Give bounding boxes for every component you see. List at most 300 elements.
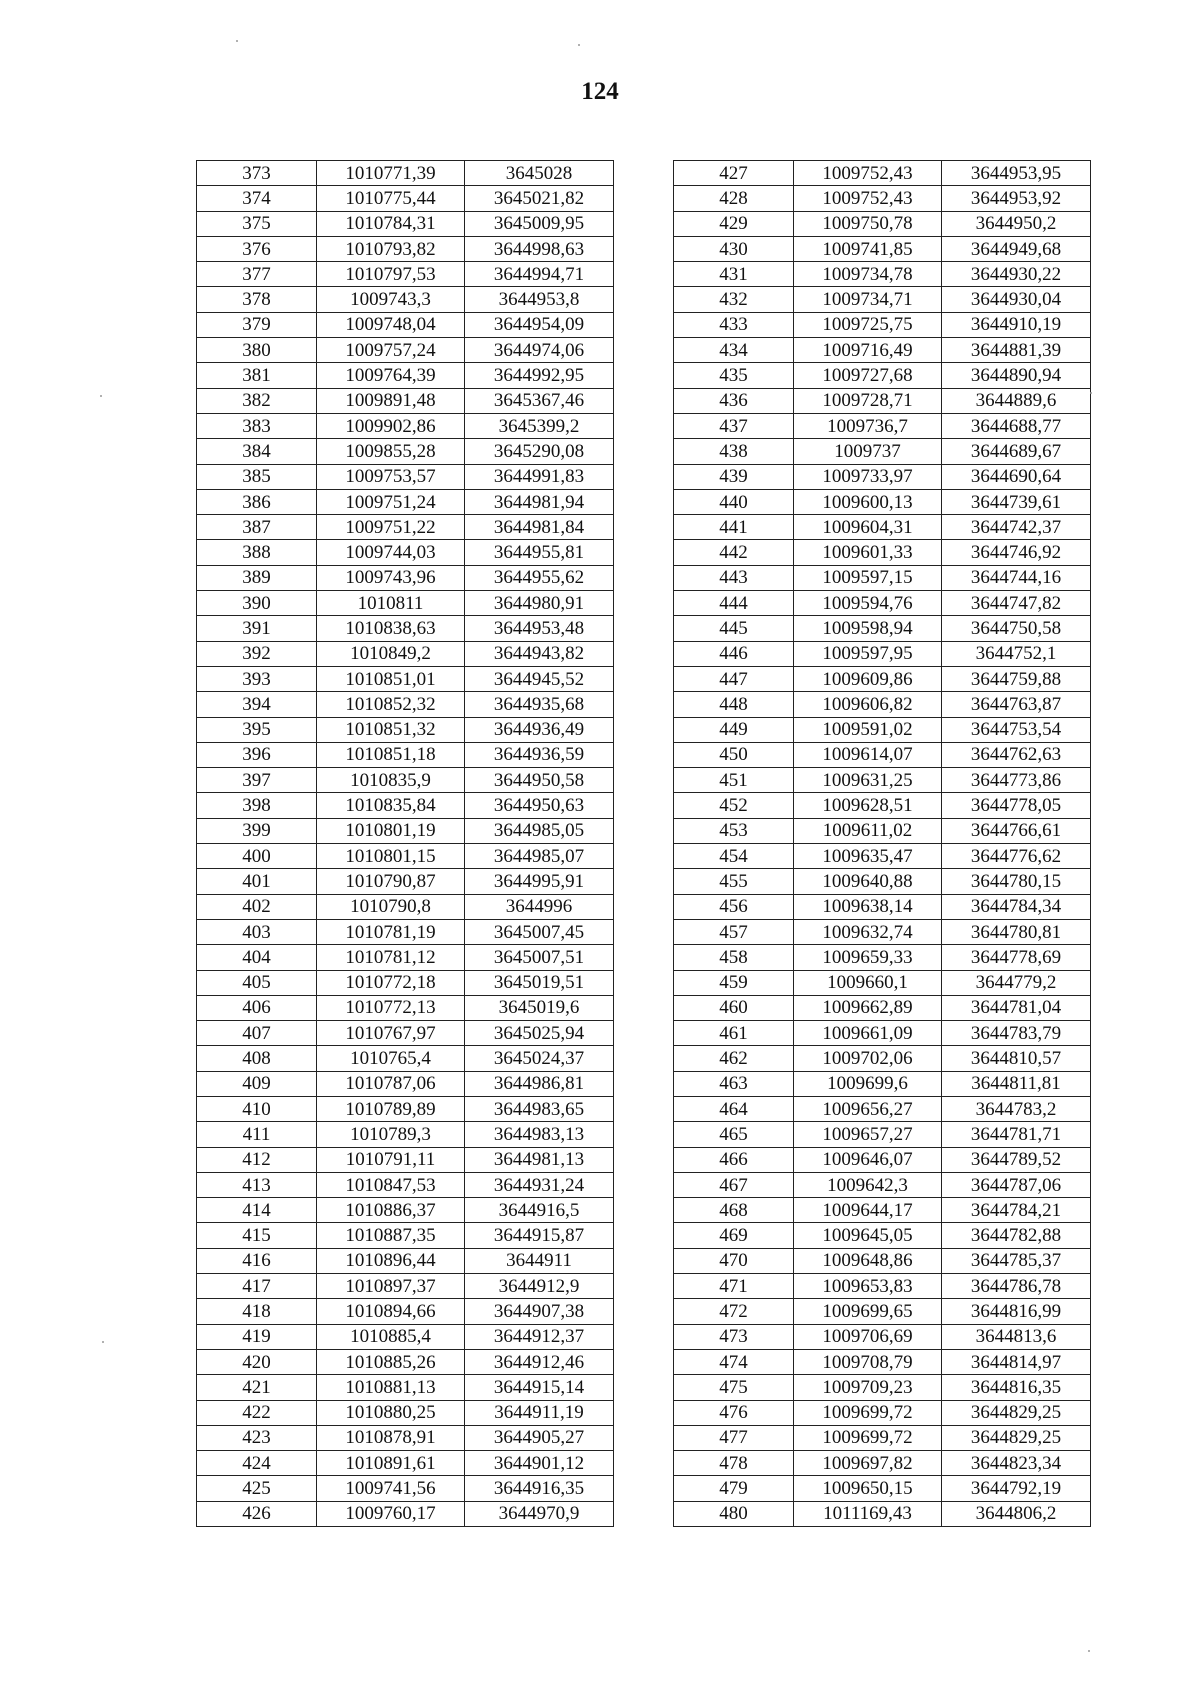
y-coordinate-cell: 3644816,35: [942, 1375, 1091, 1400]
y-coordinate-cell: 3645025,94: [465, 1021, 614, 1046]
table-row: [197, 1046, 614, 1071]
point-number-cell: 473: [674, 1324, 794, 1349]
table-row: [674, 793, 1091, 818]
point-number-cell: 427: [674, 161, 794, 186]
table-row: [674, 1046, 1091, 1071]
x-coordinate-cell: 1009638,14: [794, 894, 942, 919]
x-coordinate-cell: 1009614,07: [794, 742, 942, 767]
y-coordinate-cell: 3644780,15: [942, 869, 1091, 894]
point-number-cell: 415: [197, 1223, 317, 1248]
point-number-cell: 453: [674, 818, 794, 843]
x-coordinate-cell: 1009737: [794, 439, 942, 464]
x-coordinate-cell: 1009656,27: [794, 1096, 942, 1121]
table-row: [674, 869, 1091, 894]
y-coordinate-cell: 3644910,19: [942, 312, 1091, 337]
x-coordinate-cell: 1009760,17: [317, 1501, 465, 1526]
x-coordinate-cell: 1009891,48: [317, 388, 465, 413]
point-number-cell: 398: [197, 793, 317, 818]
y-coordinate-cell: 3644931,24: [465, 1172, 614, 1197]
point-number-cell: 387: [197, 515, 317, 540]
y-coordinate-cell: 3644911,19: [465, 1400, 614, 1425]
y-coordinate-cell: 3644980,91: [465, 591, 614, 616]
table-row: [674, 616, 1091, 641]
table-row: [674, 236, 1091, 261]
table-row: [674, 1501, 1091, 1526]
x-coordinate-cell: 1010851,01: [317, 666, 465, 691]
table-row: [197, 1223, 614, 1248]
x-coordinate-cell: 1009727,68: [794, 363, 942, 388]
x-coordinate-cell: 1010789,89: [317, 1096, 465, 1121]
y-coordinate-cell: 3644912,46: [465, 1349, 614, 1374]
x-coordinate-cell: 1009753,57: [317, 464, 465, 489]
point-number-cell: 391: [197, 616, 317, 641]
y-coordinate-cell: 3645019,6: [465, 995, 614, 1020]
table-row: [674, 439, 1091, 464]
table-row: [197, 1476, 614, 1501]
point-number-cell: 388: [197, 540, 317, 565]
table-row: [197, 565, 614, 590]
point-number-cell: 438: [674, 439, 794, 464]
y-coordinate-cell: 3644911: [465, 1248, 614, 1273]
point-number-cell: 480: [674, 1501, 794, 1526]
x-coordinate-cell: 1009752,43: [794, 186, 942, 211]
y-coordinate-cell: 3644953,48: [465, 616, 614, 641]
point-number-cell: 462: [674, 1046, 794, 1071]
y-coordinate-cell: 3644955,81: [465, 540, 614, 565]
x-coordinate-cell: 1010801,19: [317, 818, 465, 843]
point-number-cell: 463: [674, 1071, 794, 1096]
table-row: [674, 1071, 1091, 1096]
point-number-cell: 426: [197, 1501, 317, 1526]
y-coordinate-cell: 3644689,67: [942, 439, 1091, 464]
table-row: [674, 1349, 1091, 1374]
table-row: [674, 1021, 1091, 1046]
table-row: [197, 1501, 614, 1526]
y-coordinate-cell: 3644787,06: [942, 1172, 1091, 1197]
x-coordinate-cell: 1009764,39: [317, 363, 465, 388]
x-coordinate-cell: 1010835,9: [317, 768, 465, 793]
point-number-cell: 431: [674, 262, 794, 287]
table-row: [674, 1223, 1091, 1248]
y-coordinate-cell: 3644816,99: [942, 1299, 1091, 1324]
table-row: [674, 945, 1091, 970]
x-coordinate-cell: 1010881,13: [317, 1375, 465, 1400]
x-coordinate-cell: 1009597,15: [794, 565, 942, 590]
table-row: [674, 413, 1091, 438]
y-coordinate-cell: 3644930,22: [942, 262, 1091, 287]
y-coordinate-cell: 3644905,27: [465, 1425, 614, 1450]
table-row: [674, 919, 1091, 944]
x-coordinate-cell: 1009743,96: [317, 565, 465, 590]
point-number-cell: 478: [674, 1451, 794, 1476]
y-coordinate-cell: 3645290,08: [465, 439, 614, 464]
point-number-cell: 460: [674, 995, 794, 1020]
y-coordinate-cell: 3644811,81: [942, 1071, 1091, 1096]
x-coordinate-cell: 1009716,49: [794, 338, 942, 363]
point-number-cell: 405: [197, 970, 317, 995]
table-row: [674, 186, 1091, 211]
point-number-cell: 424: [197, 1451, 317, 1476]
x-coordinate-cell: 1010851,32: [317, 717, 465, 742]
y-coordinate-cell: 3644953,92: [942, 186, 1091, 211]
y-coordinate-cell: 3644991,83: [465, 464, 614, 489]
point-number-cell: 419: [197, 1324, 317, 1349]
table-row: [197, 1274, 614, 1299]
x-coordinate-cell: 1009657,27: [794, 1122, 942, 1147]
x-coordinate-cell: 1009734,78: [794, 262, 942, 287]
point-number-cell: 408: [197, 1046, 317, 1071]
y-coordinate-cell: 3644981,94: [465, 489, 614, 514]
point-number-cell: 423: [197, 1425, 317, 1450]
y-coordinate-cell: 3645021,82: [465, 186, 614, 211]
point-number-cell: 458: [674, 945, 794, 970]
y-coordinate-cell: 3644881,39: [942, 338, 1091, 363]
point-number-cell: 374: [197, 186, 317, 211]
y-coordinate-cell: 3644773,86: [942, 768, 1091, 793]
x-coordinate-cell: 1009757,24: [317, 338, 465, 363]
table-row: [197, 666, 614, 691]
y-coordinate-cell: 3644992,95: [465, 363, 614, 388]
x-coordinate-cell: 1010885,26: [317, 1349, 465, 1374]
y-coordinate-cell: 3644783,79: [942, 1021, 1091, 1046]
point-number-cell: 396: [197, 742, 317, 767]
point-number-cell: 410: [197, 1096, 317, 1121]
y-coordinate-cell: 3644750,58: [942, 616, 1091, 641]
x-coordinate-cell: 1009751,22: [317, 515, 465, 540]
table-row: [674, 1274, 1091, 1299]
table-row: [197, 262, 614, 287]
point-number-cell: 434: [674, 338, 794, 363]
point-number-cell: 456: [674, 894, 794, 919]
point-number-cell: 459: [674, 970, 794, 995]
point-number-cell: 466: [674, 1147, 794, 1172]
point-number-cell: 430: [674, 236, 794, 261]
y-coordinate-cell: 3644829,25: [942, 1400, 1091, 1425]
point-number-cell: 413: [197, 1172, 317, 1197]
point-number-cell: 432: [674, 287, 794, 312]
table-row: [197, 413, 614, 438]
table-row: [674, 1375, 1091, 1400]
table-row: [674, 1451, 1091, 1476]
table-row: [197, 995, 614, 1020]
point-number-cell: 454: [674, 844, 794, 869]
table-row: [674, 742, 1091, 767]
point-number-cell: 379: [197, 312, 317, 337]
y-coordinate-cell: 3644995,91: [465, 869, 614, 894]
y-coordinate-cell: 3644953,8: [465, 287, 614, 312]
x-coordinate-cell: 1009645,05: [794, 1223, 942, 1248]
point-number-cell: 471: [674, 1274, 794, 1299]
y-coordinate-cell: 3644985,05: [465, 818, 614, 843]
y-coordinate-cell: 3645024,37: [465, 1046, 614, 1071]
y-coordinate-cell: 3645019,51: [465, 970, 614, 995]
x-coordinate-cell: 1009604,31: [794, 515, 942, 540]
table-row: [197, 919, 614, 944]
table-row: [674, 1299, 1091, 1324]
table-row: [197, 1021, 614, 1046]
y-coordinate-cell: 3644814,97: [942, 1349, 1091, 1374]
x-coordinate-cell: 1009743,3: [317, 287, 465, 312]
table-row: [197, 894, 614, 919]
y-coordinate-cell: 3644954,09: [465, 312, 614, 337]
table-row: [674, 995, 1091, 1020]
y-coordinate-cell: 3644953,95: [942, 161, 1091, 186]
table-row: [197, 236, 614, 261]
y-coordinate-cell: 3645007,45: [465, 919, 614, 944]
x-coordinate-cell: 1009699,65: [794, 1299, 942, 1324]
table-row: [197, 161, 614, 186]
x-coordinate-cell: 1010765,4: [317, 1046, 465, 1071]
point-number-cell: 421: [197, 1375, 317, 1400]
point-number-cell: 393: [197, 666, 317, 691]
point-number-cell: 402: [197, 894, 317, 919]
y-coordinate-cell: 3644983,65: [465, 1096, 614, 1121]
y-coordinate-cell: 3644950,63: [465, 793, 614, 818]
x-coordinate-cell: 1009750,78: [794, 211, 942, 236]
point-number-cell: 420: [197, 1349, 317, 1374]
table-row: [197, 388, 614, 413]
point-number-cell: 422: [197, 1400, 317, 1425]
point-number-cell: 452: [674, 793, 794, 818]
y-coordinate-cell: 3644907,38: [465, 1299, 614, 1324]
x-coordinate-cell: 1010784,31: [317, 211, 465, 236]
x-coordinate-cell: 1010880,25: [317, 1400, 465, 1425]
point-number-cell: 451: [674, 768, 794, 793]
y-coordinate-cell: 3644779,2: [942, 970, 1091, 995]
point-number-cell: 477: [674, 1425, 794, 1450]
y-coordinate-cell: 3644762,63: [942, 742, 1091, 767]
y-coordinate-cell: 3644780,81: [942, 919, 1091, 944]
y-coordinate-cell: 3644753,54: [942, 717, 1091, 742]
y-coordinate-cell: 3644945,52: [465, 666, 614, 691]
point-number-cell: 429: [674, 211, 794, 236]
table-row: [197, 211, 614, 236]
x-coordinate-cell: 1010897,37: [317, 1274, 465, 1299]
table-row: [674, 1198, 1091, 1223]
y-coordinate-cell: 3644786,78: [942, 1274, 1091, 1299]
y-coordinate-cell: 3644781,71: [942, 1122, 1091, 1147]
y-coordinate-cell: 3644739,61: [942, 489, 1091, 514]
x-coordinate-cell: 1010847,53: [317, 1172, 465, 1197]
table-row: [674, 338, 1091, 363]
table-row: [197, 1299, 614, 1324]
point-number-cell: 377: [197, 262, 317, 287]
x-coordinate-cell: 1009734,71: [794, 287, 942, 312]
x-coordinate-cell: 1010887,35: [317, 1223, 465, 1248]
table-row: [197, 768, 614, 793]
y-coordinate-cell: 3644981,13: [465, 1147, 614, 1172]
y-coordinate-cell: 3644949,68: [942, 236, 1091, 261]
x-coordinate-cell: 1010838,63: [317, 616, 465, 641]
table-row: [674, 388, 1091, 413]
table-row: [197, 641, 614, 666]
point-number-cell: 381: [197, 363, 317, 388]
y-coordinate-cell: 3645367,46: [465, 388, 614, 413]
page-number: 124: [581, 78, 619, 105]
x-coordinate-cell: 1009752,43: [794, 161, 942, 186]
x-coordinate-cell: 1009706,69: [794, 1324, 942, 1349]
x-coordinate-cell: 1009699,72: [794, 1400, 942, 1425]
y-coordinate-cell: 3644785,37: [942, 1248, 1091, 1273]
point-number-cell: 447: [674, 666, 794, 691]
table-row: [197, 1349, 614, 1374]
y-coordinate-cell: 3644783,2: [942, 1096, 1091, 1121]
point-number-cell: 394: [197, 692, 317, 717]
x-coordinate-cell: 1009744,03: [317, 540, 465, 565]
point-number-cell: 390: [197, 591, 317, 616]
point-number-cell: 418: [197, 1299, 317, 1324]
y-coordinate-cell: 3644936,59: [465, 742, 614, 767]
x-coordinate-cell: 1009628,51: [794, 793, 942, 818]
table-row: [674, 1425, 1091, 1450]
y-coordinate-cell: 3644792,19: [942, 1476, 1091, 1501]
y-coordinate-cell: 3644996: [465, 894, 614, 919]
x-coordinate-cell: 1009600,13: [794, 489, 942, 514]
y-coordinate-cell: 3644994,71: [465, 262, 614, 287]
y-coordinate-cell: 3644829,25: [942, 1425, 1091, 1450]
x-coordinate-cell: 1010849,2: [317, 641, 465, 666]
table-row: [674, 844, 1091, 869]
x-coordinate-cell: 1009648,86: [794, 1248, 942, 1273]
x-coordinate-cell: 1009728,71: [794, 388, 942, 413]
x-coordinate-cell: 1010851,18: [317, 742, 465, 767]
table-row: [674, 489, 1091, 514]
point-number-cell: 383: [197, 413, 317, 438]
x-coordinate-cell: 1009591,02: [794, 717, 942, 742]
y-coordinate-cell: 3644747,82: [942, 591, 1091, 616]
table-row: [674, 970, 1091, 995]
table-row: [197, 489, 614, 514]
y-coordinate-cell: 3644781,04: [942, 995, 1091, 1020]
x-coordinate-cell: 1010835,84: [317, 793, 465, 818]
point-number-cell: 403: [197, 919, 317, 944]
x-coordinate-cell: 1010781,19: [317, 919, 465, 944]
table-row: [197, 970, 614, 995]
table-row: [674, 894, 1091, 919]
x-coordinate-cell: 1010767,97: [317, 1021, 465, 1046]
x-coordinate-cell: 1010852,32: [317, 692, 465, 717]
table-row: [674, 1096, 1091, 1121]
point-number-cell: 444: [674, 591, 794, 616]
table-row: [197, 1248, 614, 1273]
x-coordinate-cell: 1009725,75: [794, 312, 942, 337]
point-number-cell: 455: [674, 869, 794, 894]
x-coordinate-cell: 1009699,72: [794, 1425, 942, 1450]
table-row: [197, 1147, 614, 1172]
y-coordinate-cell: 3644778,69: [942, 945, 1091, 970]
point-number-cell: 384: [197, 439, 317, 464]
point-number-cell: 400: [197, 844, 317, 869]
table-row: [674, 515, 1091, 540]
point-number-cell: 440: [674, 489, 794, 514]
table-row: [197, 945, 614, 970]
y-coordinate-cell: 3644935,68: [465, 692, 614, 717]
y-coordinate-cell: 3644930,04: [942, 287, 1091, 312]
x-coordinate-cell: 1009609,86: [794, 666, 942, 691]
point-number-cell: 416: [197, 1248, 317, 1273]
y-coordinate-cell: 3644936,49: [465, 717, 614, 742]
table-row: [674, 1248, 1091, 1273]
table-row: [197, 1172, 614, 1197]
point-number-cell: 380: [197, 338, 317, 363]
point-number-cell: 404: [197, 945, 317, 970]
x-coordinate-cell: 1010787,06: [317, 1071, 465, 1096]
x-coordinate-cell: 1009741,56: [317, 1476, 465, 1501]
y-coordinate-cell: 3644916,35: [465, 1476, 614, 1501]
x-coordinate-cell: 1009611,02: [794, 818, 942, 843]
table-row: [674, 666, 1091, 691]
x-coordinate-cell: 1010801,15: [317, 844, 465, 869]
table-row: [674, 692, 1091, 717]
table-row: [197, 1375, 614, 1400]
table-row: [674, 363, 1091, 388]
y-coordinate-cell: 3644943,82: [465, 641, 614, 666]
table-row: [674, 641, 1091, 666]
y-coordinate-cell: 3644981,84: [465, 515, 614, 540]
point-number-cell: 465: [674, 1122, 794, 1147]
y-coordinate-cell: 3644998,63: [465, 236, 614, 261]
x-coordinate-cell: 1009659,33: [794, 945, 942, 970]
table-row: [197, 1324, 614, 1349]
y-coordinate-cell: 3644744,16: [942, 565, 1091, 590]
y-coordinate-cell: 3644912,9: [465, 1274, 614, 1299]
point-number-cell: 470: [674, 1248, 794, 1273]
y-coordinate-cell: 3645009,95: [465, 211, 614, 236]
y-coordinate-cell: 3644789,52: [942, 1147, 1091, 1172]
table-row: [197, 1451, 614, 1476]
point-number-cell: 386: [197, 489, 317, 514]
x-coordinate-cell: 1010771,39: [317, 161, 465, 186]
point-number-cell: 417: [197, 1274, 317, 1299]
point-number-cell: 467: [674, 1172, 794, 1197]
table-row: [197, 515, 614, 540]
table-row: [674, 1476, 1091, 1501]
point-number-cell: 395: [197, 717, 317, 742]
x-coordinate-cell: 1010790,87: [317, 869, 465, 894]
table-row: [197, 186, 614, 211]
x-coordinate-cell: 1010791,11: [317, 1147, 465, 1172]
y-coordinate-cell: 3644776,62: [942, 844, 1091, 869]
table-row: [674, 211, 1091, 236]
point-number-cell: 443: [674, 565, 794, 590]
y-coordinate-cell: 3644813,6: [942, 1324, 1091, 1349]
table-row: [197, 742, 614, 767]
y-coordinate-cell: 3644690,64: [942, 464, 1091, 489]
x-coordinate-cell: 1009702,06: [794, 1046, 942, 1071]
x-coordinate-cell: 1010886,37: [317, 1198, 465, 1223]
table-row: [197, 1096, 614, 1121]
x-coordinate-cell: 1009640,88: [794, 869, 942, 894]
table-row: [197, 869, 614, 894]
table-row: [197, 464, 614, 489]
point-number-cell: 476: [674, 1400, 794, 1425]
point-number-cell: 469: [674, 1223, 794, 1248]
x-coordinate-cell: 1009751,24: [317, 489, 465, 514]
y-coordinate-cell: 3644823,34: [942, 1451, 1091, 1476]
x-coordinate-cell: 1009661,09: [794, 1021, 942, 1046]
x-coordinate-cell: 1010790,8: [317, 894, 465, 919]
x-coordinate-cell: 1009736,7: [794, 413, 942, 438]
y-coordinate-cell: 3644983,13: [465, 1122, 614, 1147]
x-coordinate-cell: 1009748,04: [317, 312, 465, 337]
y-coordinate-cell: 3644970,9: [465, 1501, 614, 1526]
point-number-cell: 472: [674, 1299, 794, 1324]
x-coordinate-cell: 1009631,25: [794, 768, 942, 793]
table-row: [197, 818, 614, 843]
table-row: [197, 1198, 614, 1223]
x-coordinate-cell: 1009646,07: [794, 1147, 942, 1172]
table-row: [197, 844, 614, 869]
